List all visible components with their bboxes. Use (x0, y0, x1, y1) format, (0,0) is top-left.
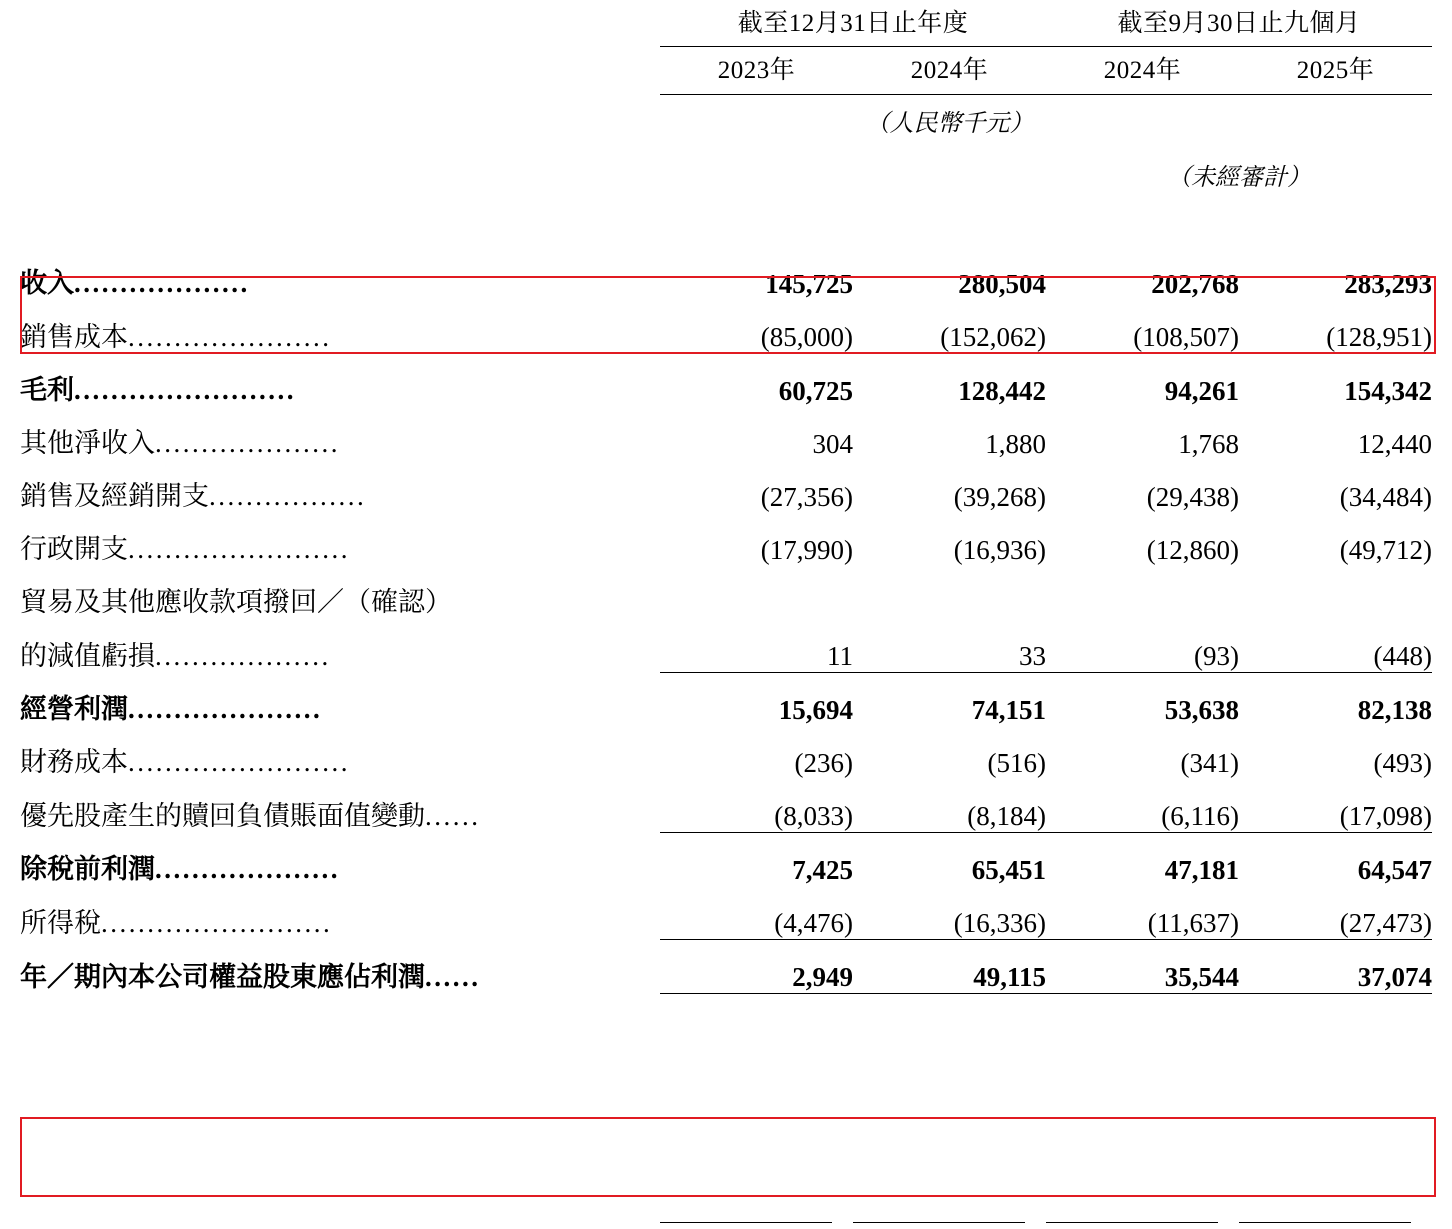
row-value: (34,484) (1339, 481, 1433, 512)
row-label (20, 300, 660, 354)
header-body-gap (20, 203, 1432, 247)
row-label-text: 毛利 (20, 375, 74, 406)
gap-cell-3 (853, 203, 1046, 247)
row-label-dots: .................... (155, 854, 340, 885)
gap-cell-4 (1046, 203, 1239, 247)
unit-note-trailing-spacer (1239, 94, 1432, 147)
table-row (20, 353, 1432, 407)
row-value: (27,473) (1239, 886, 1432, 940)
table-row (20, 407, 1432, 460)
total-double-underline-4 (1239, 1222, 1411, 1223)
table-year-header-row (20, 46, 1432, 94)
row-value: 11 (660, 619, 853, 673)
row-label-text: 的減值虧損 (20, 640, 155, 671)
row-value: (16,336) (853, 886, 1046, 940)
row-value: 64,547 (1357, 854, 1433, 885)
row-label-text: 貿易及其他應收款項撥回／（確認） (20, 587, 452, 618)
row-label-text: 銷售成本 (20, 321, 128, 352)
row-value: (12,860) (1146, 534, 1240, 565)
row-label-text: 經營利潤 (20, 694, 128, 725)
table-row (20, 513, 1432, 566)
row-label-text: 年／期內本公司權益股東應佔利潤 (20, 961, 425, 992)
year-header-2024-annual: 2024年 (853, 46, 1046, 94)
table-group-header-row (20, 0, 1432, 46)
row-value: 283,293 (1344, 268, 1433, 299)
row-value: 53,638 (1164, 694, 1240, 725)
row-value: (493) (1373, 747, 1433, 778)
row-value: 35,544 (1046, 939, 1239, 993)
highlight-box-profit-attributable (20, 1117, 1436, 1197)
gap-cell-1 (20, 203, 660, 247)
row-value: (152,062) (853, 300, 1046, 354)
row-value: (17,990) (760, 534, 853, 565)
row-value: 154,342 (1344, 375, 1433, 406)
row-label-dots: ......................... (101, 907, 333, 938)
row-value: 7,425 (792, 854, 853, 885)
row-label (20, 832, 660, 886)
row-value: 304 (812, 428, 853, 459)
unit-note-spacer (20, 94, 660, 147)
row-value (660, 566, 853, 619)
table-row (20, 779, 1432, 833)
row-label-text: 除稅前利潤 (20, 854, 155, 885)
row-value: (516) (987, 747, 1047, 778)
row-value: (6,116) (1046, 779, 1239, 833)
row-value: 128,442 (958, 375, 1047, 406)
table-row (20, 619, 1432, 673)
row-value: (8,184) (853, 779, 1046, 833)
row-label-dots: ........................ (128, 534, 350, 565)
row-label-text: 財務成本 (20, 747, 128, 778)
row-value: 145,725 (765, 268, 853, 299)
row-value (1239, 566, 1432, 619)
year-header-2025-nine-months: 2025年 (1239, 46, 1432, 94)
row-value: 37,074 (1239, 939, 1432, 993)
unit-note: （人民幣千元） (865, 111, 1034, 137)
row-value (1046, 566, 1239, 619)
table-row (20, 247, 1432, 300)
row-value: (85,000) (660, 300, 853, 354)
row-label (20, 566, 660, 619)
row-value: 280,504 (958, 268, 1047, 299)
gap-cell-5 (1239, 203, 1432, 247)
row-label-text: 行政開支 (20, 534, 128, 565)
row-value: (93) (1046, 619, 1239, 673)
table-row (20, 832, 1432, 886)
row-value: 74,151 (971, 694, 1047, 725)
group-header-nine-months: 截至9月30日止九個月 (1046, 0, 1432, 46)
row-label (20, 939, 660, 993)
row-label-dots: ................... (155, 640, 331, 671)
table-row (20, 726, 1432, 779)
row-label (20, 407, 660, 460)
row-label (20, 247, 660, 300)
row-label-text: 所得稅 (20, 907, 101, 938)
income-statement-table (20, 0, 1432, 994)
group-header-spacer (20, 0, 660, 46)
row-label-dots: ...... (425, 800, 481, 831)
row-label (20, 886, 660, 940)
table-row (20, 939, 1432, 993)
row-label (20, 353, 660, 407)
row-label-dots: ...... (425, 961, 481, 992)
row-value: 33 (853, 619, 1046, 673)
row-label-dots: ........................ (74, 375, 296, 406)
row-value: (39,268) (953, 481, 1047, 512)
row-value: 82,138 (1357, 694, 1433, 725)
row-label-dots: ...................... (128, 321, 332, 352)
audit-note-spacer-3 (853, 147, 1046, 203)
row-label-dots: ........................ (128, 747, 350, 778)
row-label-dots: ..................... (128, 694, 323, 725)
row-label (20, 619, 660, 673)
row-label-text: 收入 (20, 268, 74, 299)
row-value: (8,033) (660, 779, 853, 833)
row-value: (16,936) (953, 534, 1047, 565)
row-label-text: 銷售及經銷開支 (20, 481, 209, 512)
row-value: (27,356) (760, 481, 853, 512)
year-header-spacer (20, 46, 660, 94)
row-value: 47,181 (1164, 854, 1240, 885)
row-value: (448) (1239, 619, 1432, 673)
row-value (853, 566, 1046, 619)
audit-note-spacer-2 (660, 147, 853, 203)
row-value: (341) (1180, 747, 1240, 778)
group-header-annual: 截至12月31日止年度 (660, 0, 1046, 46)
row-value: 94,261 (1164, 375, 1240, 406)
row-value: 15,694 (778, 694, 853, 725)
row-label-text: 其他淨收入 (20, 428, 155, 459)
row-value: (49,712) (1339, 534, 1433, 565)
row-value: 1,880 (985, 428, 1047, 459)
table-row (20, 672, 1432, 726)
row-value: 65,451 (971, 854, 1047, 885)
row-value: (236) (794, 747, 853, 778)
row-value: 202,768 (1151, 268, 1240, 299)
row-label-dots: .................... (155, 428, 340, 459)
audit-note: （未經審計） (1167, 165, 1312, 191)
row-label (20, 460, 660, 513)
audit-note-spacer (20, 147, 660, 203)
row-label-dots: ................. (209, 481, 367, 512)
table-row (20, 886, 1432, 940)
year-header-2023: 2023年 (660, 46, 853, 94)
row-label-dots: ................... (74, 268, 250, 299)
row-value: 1,768 (1178, 428, 1240, 459)
total-double-underline-1 (660, 1222, 832, 1223)
row-value: (17,098) (1239, 779, 1432, 833)
row-value: (108,507) (1046, 300, 1239, 354)
row-label (20, 779, 660, 833)
table-row (20, 566, 1432, 619)
row-label (20, 672, 660, 726)
row-label-text: 優先股產生的贖回負債賬面值變動 (20, 800, 425, 831)
row-label (20, 513, 660, 566)
total-double-underline-2 (853, 1222, 1025, 1223)
year-header-2024-nine-months: 2024年 (1046, 46, 1239, 94)
audit-note-row (20, 147, 1432, 203)
row-value: 60,725 (778, 375, 853, 406)
row-value: 12,440 (1357, 428, 1433, 459)
unit-note-row (20, 94, 1432, 147)
row-value: (11,637) (1046, 886, 1239, 940)
total-double-underline-3 (1046, 1222, 1218, 1223)
row-value: 2,949 (660, 939, 853, 993)
row-label (20, 726, 660, 779)
table-row (20, 300, 1432, 354)
row-value: (4,476) (660, 886, 853, 940)
row-value: (128,951) (1239, 300, 1432, 354)
gap-cell-2 (660, 203, 853, 247)
table-row (20, 460, 1432, 513)
row-value: 49,115 (853, 939, 1046, 993)
row-value: (29,438) (1146, 481, 1240, 512)
